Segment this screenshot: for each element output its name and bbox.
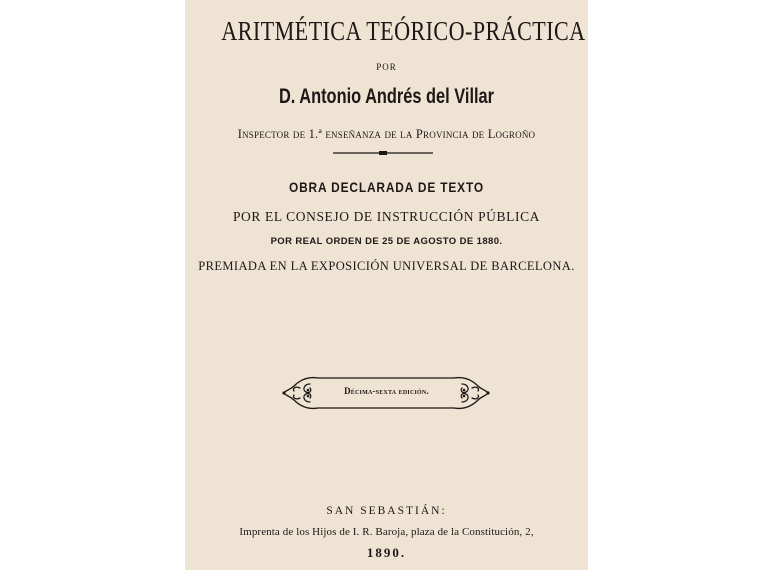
ornamental-rule bbox=[333, 150, 433, 156]
book-title: ARITMÉTICA TEÓRICO-PRÁCTICA bbox=[221, 16, 586, 46]
declaration-council: POR EL CONSEJO DE INSTRUCCIÓN PÚBLICA bbox=[232, 209, 541, 224]
declaration-heading: OBRA DECLARADA DE TEXTO bbox=[289, 179, 484, 195]
title-page bbox=[185, 0, 588, 570]
royal-order-line: POR REAL ORDEN DE 25 DE AGOSTO DE 1880. bbox=[270, 236, 503, 247]
award-line: PREMIADA EN LA EXPOSICIÓN UNIVERSAL DE BARCELONA. bbox=[198, 259, 575, 273]
author-position: Inspector de 1.ª enseñanza de la Provincia de Logroño bbox=[237, 127, 536, 141]
imprint-city: SAN SEBASTIÁN: bbox=[326, 505, 447, 517]
author-name: D. Antonio Andrés del Villar bbox=[278, 85, 495, 108]
edition-label: Décima-sexta edición. bbox=[344, 386, 429, 396]
imprint-printer: Imprenta de los Hijos de I. R. Baroja, plaza de la Constitución, 2, bbox=[239, 526, 534, 538]
imprint-year: 1890. bbox=[366, 545, 407, 560]
by-label: POR bbox=[376, 62, 397, 72]
